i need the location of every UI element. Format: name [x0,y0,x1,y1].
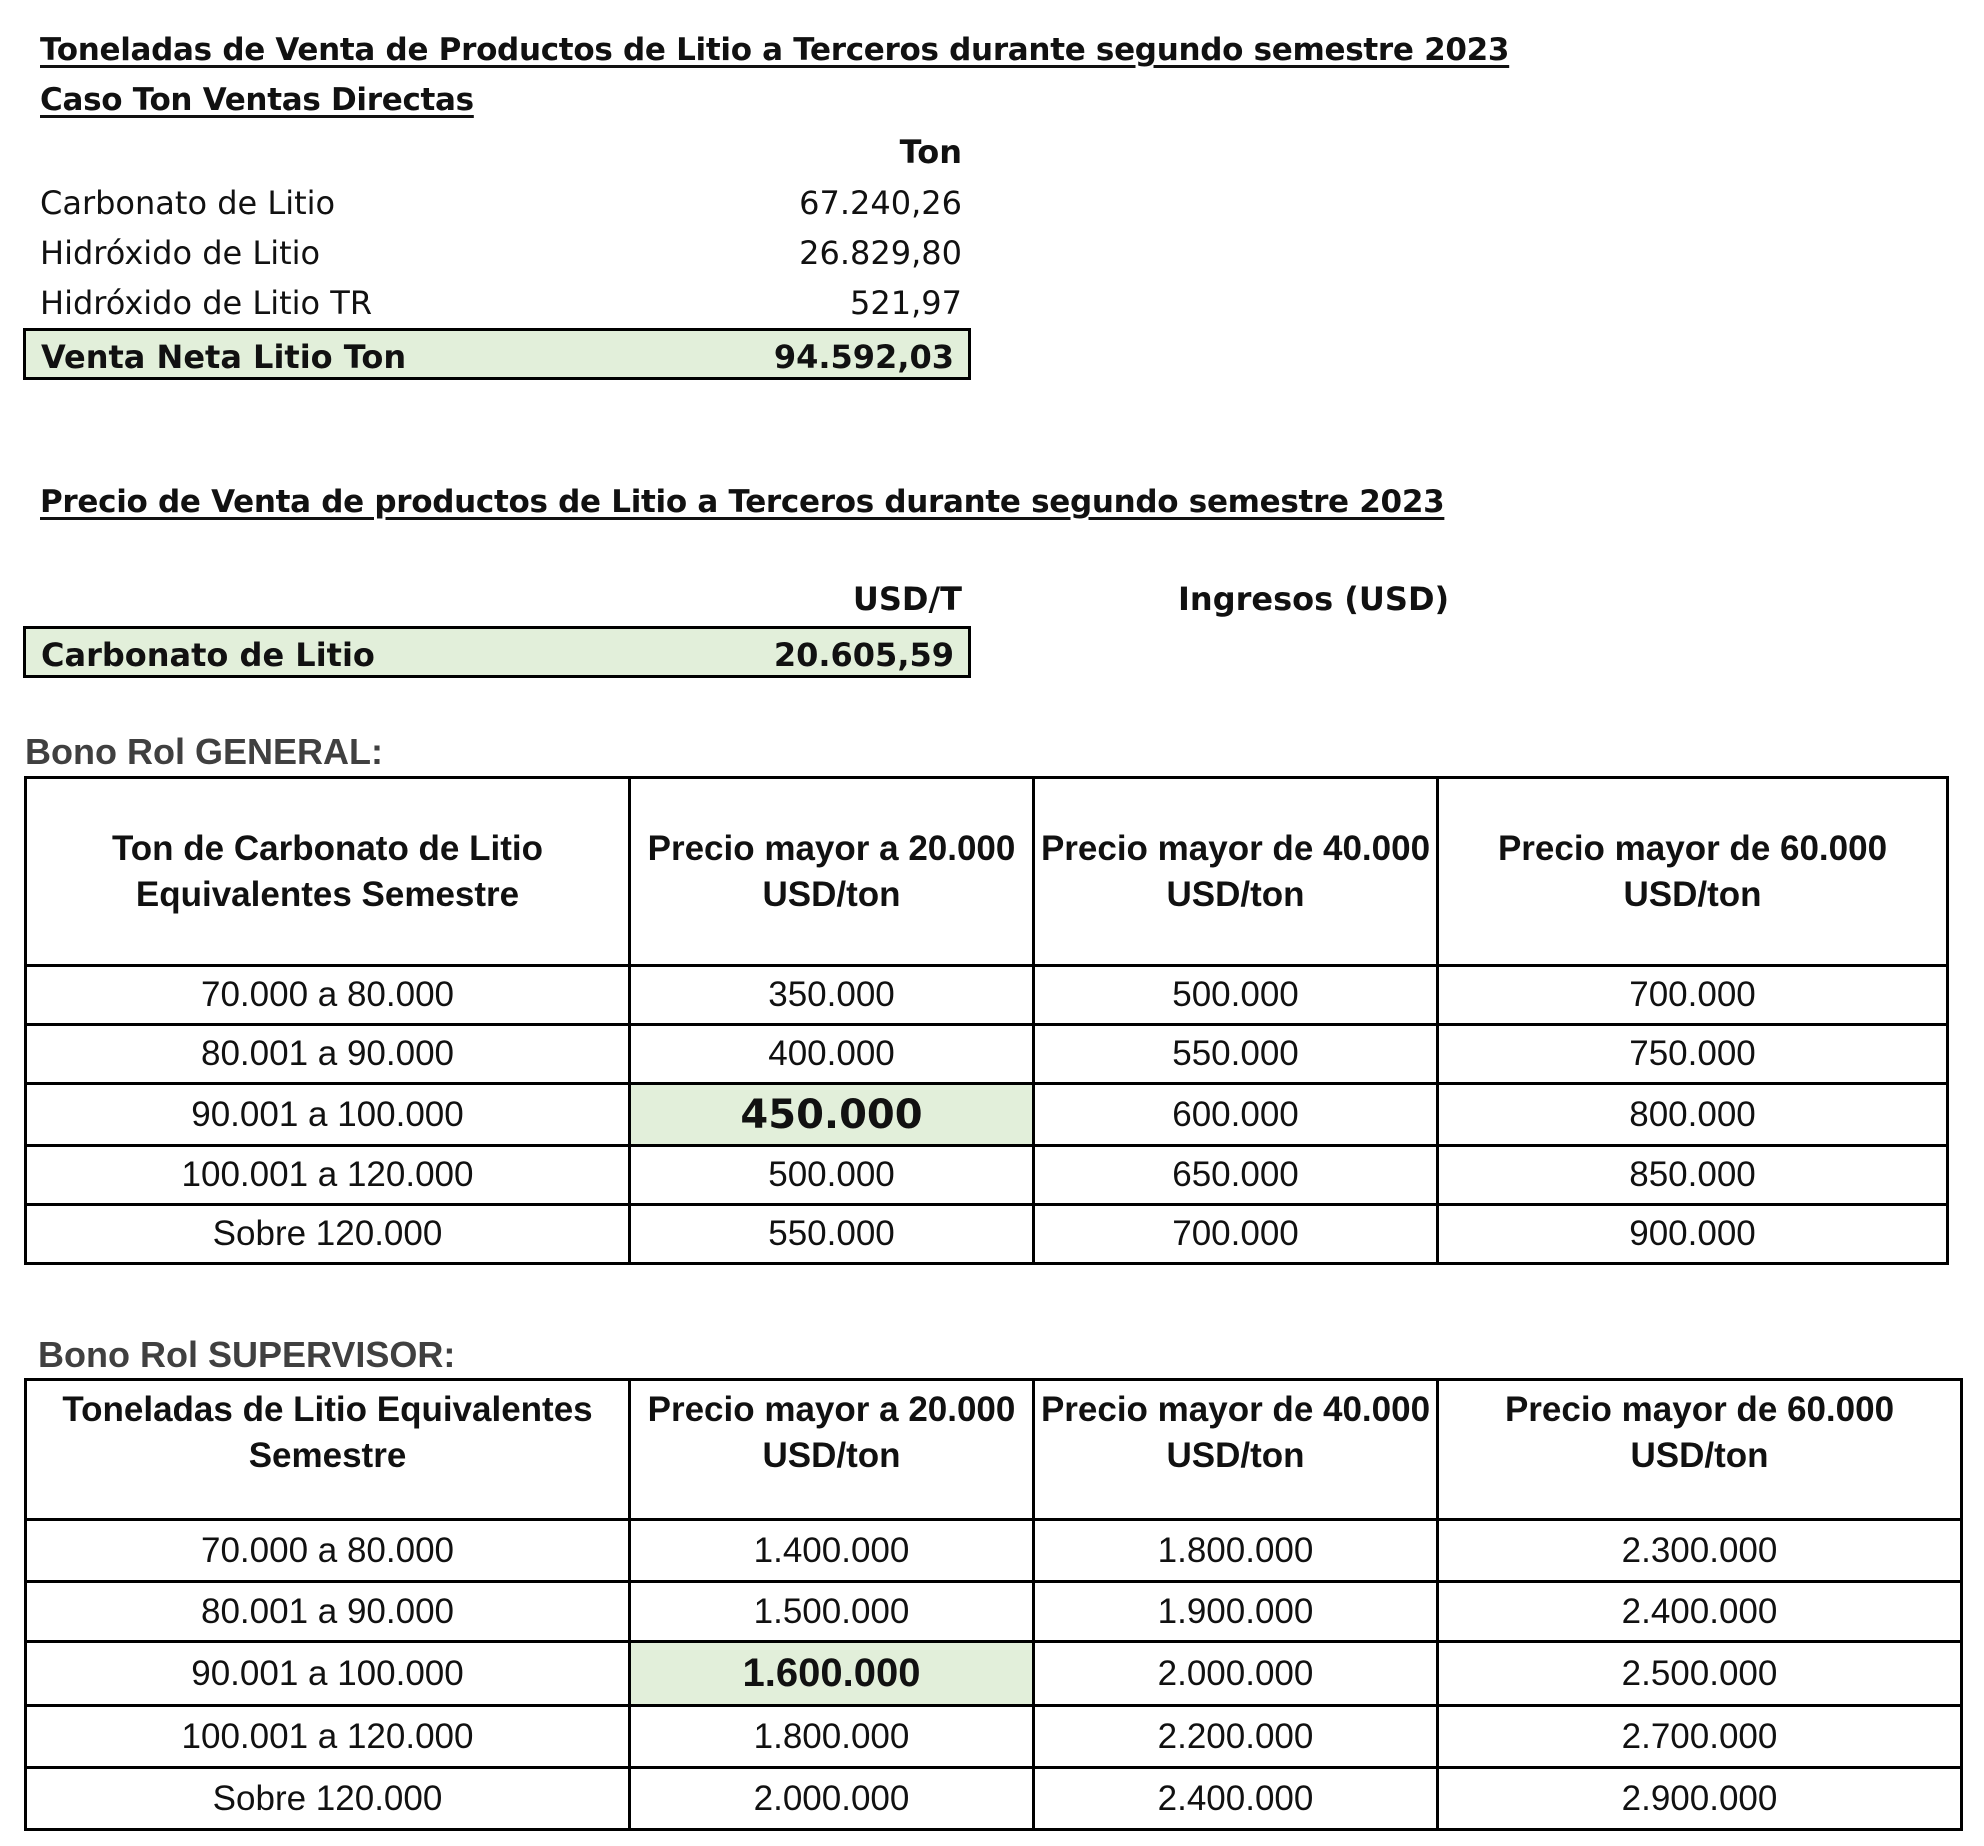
table-cell: 700.000 [1438,966,1948,1025]
table-cell: 500.000 [1034,966,1438,1025]
table-cell: 100.001 a 120.000 [26,1146,630,1205]
highlighted-bonus-cell: 450.000 [630,1084,1034,1146]
ventas-row-value: 26.829,80 [799,234,962,272]
bono-general-table [24,776,1949,1265]
table-cell: 400.000 [630,1025,1034,1084]
table-row [26,1146,1948,1205]
table-cell: 2.000.000 [630,1768,1034,1830]
precio-title: Precio de Venta de productos de Litio a Terceros durante segundo semestre 2023 [40,484,1445,520]
table-row [26,1642,1962,1706]
table-cell: 1.800.000 [630,1706,1034,1768]
ventas-row [40,276,962,326]
table-cell: 600.000 [1034,1084,1438,1146]
table-cell: 700.000 [1034,1205,1438,1264]
bono-supervisor-header-cell: Precio mayor a 20.000 USD/ton [630,1380,1034,1520]
bono-general-header-cell: Ton de Carbonato de Litio Equivalentes Semestre [26,778,630,966]
table-cell: 80.001 a 90.000 [26,1025,630,1084]
table-cell: 800.000 [1438,1084,1948,1146]
table-cell: Sobre 120.000 [26,1768,630,1830]
ventas-row-label: Carbonato de Litio [40,184,336,222]
table-cell: 2.500.000 [1438,1642,1962,1706]
table-cell: 750.000 [1438,1025,1948,1084]
precio-row-value: 20.605,59 [773,636,954,674]
table-cell: 1.500.000 [630,1582,1034,1642]
table-cell: 2.900.000 [1438,1768,1962,1830]
bono-supervisor-header-cell: Precio mayor de 40.000 USD/ton [1034,1380,1438,1520]
bono-general-title: Bono Rol GENERAL: [25,731,383,772]
bono-general-header-row [26,778,1948,966]
table-row [26,1084,1948,1146]
highlighted-bonus-cell: 1.600.000 [630,1642,1034,1706]
bono-supervisor-title: Bono Rol SUPERVISOR: [38,1334,456,1375]
table-row [26,1768,1962,1830]
table-cell: 100.001 a 120.000 [26,1706,630,1768]
table-cell: 80.001 a 90.000 [26,1582,630,1642]
ventas-total-label: Venta Neta Litio Ton [41,338,407,376]
table-row [26,966,1948,1025]
table-cell: 650.000 [1034,1146,1438,1205]
table-cell: 500.000 [630,1146,1034,1205]
table-cell: 850.000 [1438,1146,1948,1205]
table-cell: 2.700.000 [1438,1706,1962,1768]
table-cell: 2.200.000 [1034,1706,1438,1768]
precio-row-label: Carbonato de Litio [41,636,375,674]
bono-general-header-cell: Precio mayor de 40.000 USD/ton [1034,778,1438,966]
bono-general-header-cell: Precio mayor a 20.000 USD/ton [630,778,1034,966]
bono-supervisor-header-cell: Toneladas de Litio Equivalentes Semestre [26,1380,630,1520]
table-row [26,1582,1962,1642]
ventas-subtitle: Caso Ton Ventas Directas [40,82,474,118]
table-cell: 1.400.000 [630,1520,1034,1582]
ventas-row [40,176,962,226]
bono-supervisor-header-row [26,1380,1962,1520]
table-cell: 2.400.000 [1034,1768,1438,1830]
table-cell: 350.000 [630,966,1034,1025]
table-cell: 550.000 [630,1205,1034,1264]
ventas-row-label: Hidróxido de Litio TR [40,284,373,322]
precio-row [23,626,971,678]
table-cell: 90.001 a 100.000 [26,1642,630,1706]
ventas-total-row [23,328,971,380]
table-cell: 2.300.000 [1438,1520,1962,1582]
ventas-total-value: 94.592,03 [773,338,954,376]
usd-t-column-header: USD/T [852,580,962,618]
table-cell: 900.000 [1438,1205,1948,1264]
ventas-title: Toneladas de Venta de Productos de Litio a Terceros durante segundo semestre 2023 [40,32,1510,68]
table-row [26,1520,1962,1582]
table-row [26,1025,1948,1084]
table-cell: 550.000 [1034,1025,1438,1084]
ventas-row-value: 67.240,26 [799,184,962,222]
ingresos-column-header: Ingresos (USD) [1178,580,1450,618]
table-cell: 2.400.000 [1438,1582,1962,1642]
table-cell: 70.000 a 80.000 [26,966,630,1025]
bono-supervisor-header-cell: Precio mayor de 60.000 USD/ton [1438,1380,1962,1520]
table-row [26,1205,1948,1264]
ton-column-header: Ton [899,133,962,171]
table-cell: 1.900.000 [1034,1582,1438,1642]
table-cell: 2.000.000 [1034,1642,1438,1706]
ventas-row-value: 521,97 [850,284,962,322]
table-row [26,1706,1962,1768]
table-cell: 70.000 a 80.000 [26,1520,630,1582]
bono-general-header-cell: Precio mayor de 60.000 USD/ton [1438,778,1948,966]
ventas-row-label: Hidróxido de Litio [40,234,321,272]
table-cell: Sobre 120.000 [26,1205,630,1264]
ventas-row [40,226,962,276]
table-cell: 90.001 a 100.000 [26,1084,630,1146]
table-cell: 1.800.000 [1034,1520,1438,1582]
bono-supervisor-table [24,1378,1963,1831]
